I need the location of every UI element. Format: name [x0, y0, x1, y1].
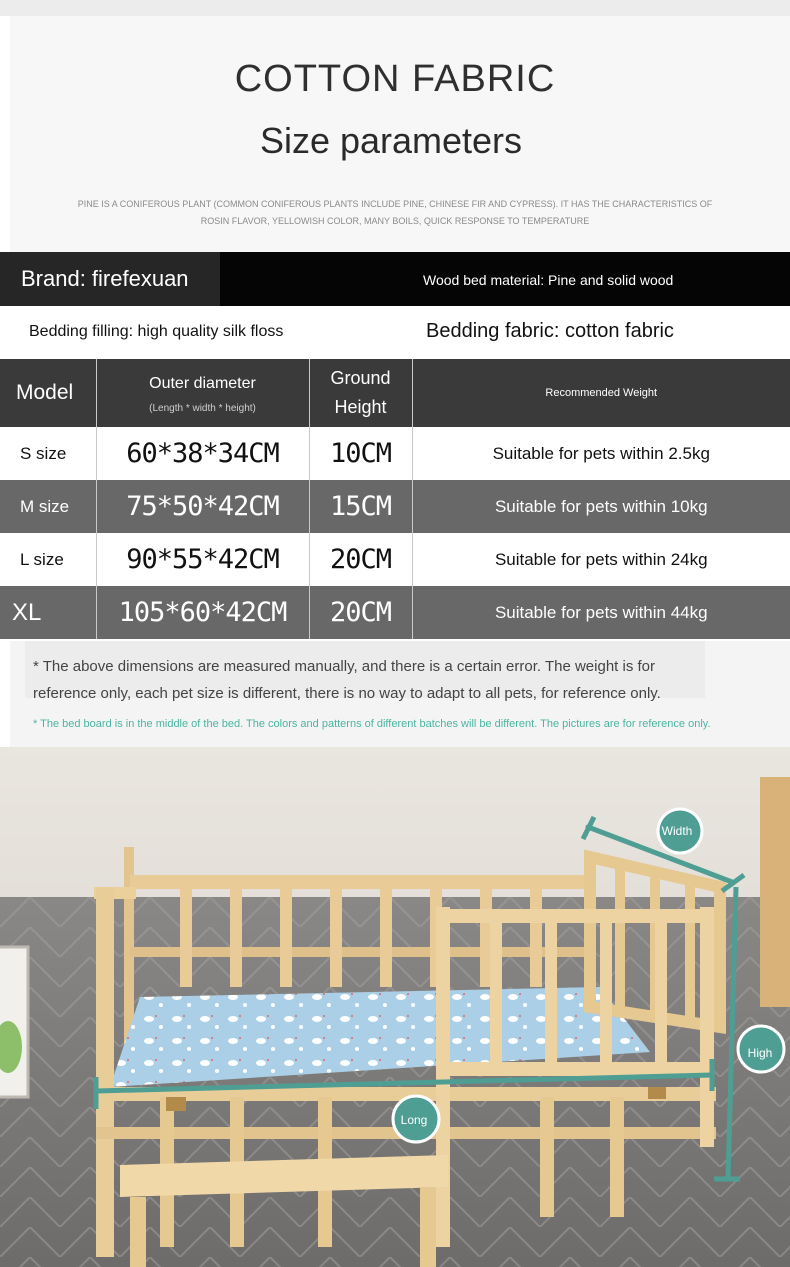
row-outer-diameter: 90*55*42CM	[96, 533, 309, 586]
bedding-filling-label: Bedding filling: high quality silk floss	[29, 323, 284, 340]
product-photo	[0, 747, 790, 1267]
long-label: Long	[400, 1113, 428, 1127]
row-ground-height: 20CM	[309, 586, 412, 639]
width-badge	[658, 809, 702, 853]
row-weight: Suitable for pets within 24kg	[494, 549, 708, 569]
table-row	[0, 480, 790, 533]
header-ground-height: Ground Height	[309, 359, 412, 427]
row-weight: Suitable for pets within 2.5kg	[492, 443, 710, 463]
row-model: S size	[0, 427, 96, 480]
table-row	[0, 533, 790, 586]
pet-bed-illustration	[0, 747, 790, 1267]
bedding-fabric-label: Bedding fabric: cotton fabric	[426, 320, 674, 342]
row-ground-height: 10CM	[309, 427, 412, 480]
page-title: COTTON FABRIC	[234, 58, 556, 100]
measurement-note: * The above dimensions are measured manually, and there is a certain error. The weight is for reference only, each pet size is different, there is no way to adapt to all pets, for reference only.	[33, 658, 661, 702]
row-outer-diameter: 60*38*34CM	[96, 427, 309, 480]
high-badge	[738, 1026, 784, 1072]
page-subtitle: Size parameters	[259, 120, 523, 161]
width-label: Width	[661, 824, 693, 838]
row-weight: Suitable for pets within 10kg	[494, 496, 708, 516]
size-table	[0, 359, 790, 639]
brand-label: Brand: firefexuan	[21, 266, 189, 291]
row-model: L size	[0, 533, 96, 586]
row-ground-height: 20CM	[309, 533, 412, 586]
header-outer-sub: (Length * width * height)	[149, 402, 256, 414]
header-outer-label: Outer diameter	[149, 374, 256, 392]
material-description: PINE IS A CONIFEROUS PLANT (COMMON CONIFEROUS PLANTS INCLUDE PINE, CHINESE FIR AND CYPRESS). IT HAS THE CHARACTERISTICS OF ROSIN FLAVOR, YELLOWISH COLOR, MANY BOILS, QUICK RESPONSE TO TEMPERATURE	[77, 199, 713, 226]
long-badge	[393, 1096, 439, 1142]
side-furniture	[760, 777, 790, 1007]
table-row	[0, 586, 790, 639]
header-outer-diameter	[96, 359, 309, 427]
top-strip	[0, 0, 790, 16]
table-header-row	[0, 359, 790, 427]
row-outer-diameter: 105*60*42CM	[96, 586, 309, 639]
row-weight: Suitable for pets within 44kg	[494, 602, 708, 622]
header-model: Model	[0, 359, 96, 427]
wood-material-label: Wood bed material: Pine and solid wood	[423, 272, 674, 288]
row-outer-diameter: 75*50*42CM	[96, 480, 309, 533]
high-label: High	[747, 1046, 773, 1060]
header-recommended-weight: Recommended Weight	[545, 387, 658, 399]
color-note: * The bed board is in the middle of the bed. The colors and patterns of different batches will be different. The pictures are for reference only.	[33, 718, 711, 730]
row-ground-height: 15CM	[309, 480, 412, 533]
table-row	[0, 427, 790, 480]
row-model: M size	[0, 480, 96, 533]
row-model: XL	[0, 586, 96, 639]
